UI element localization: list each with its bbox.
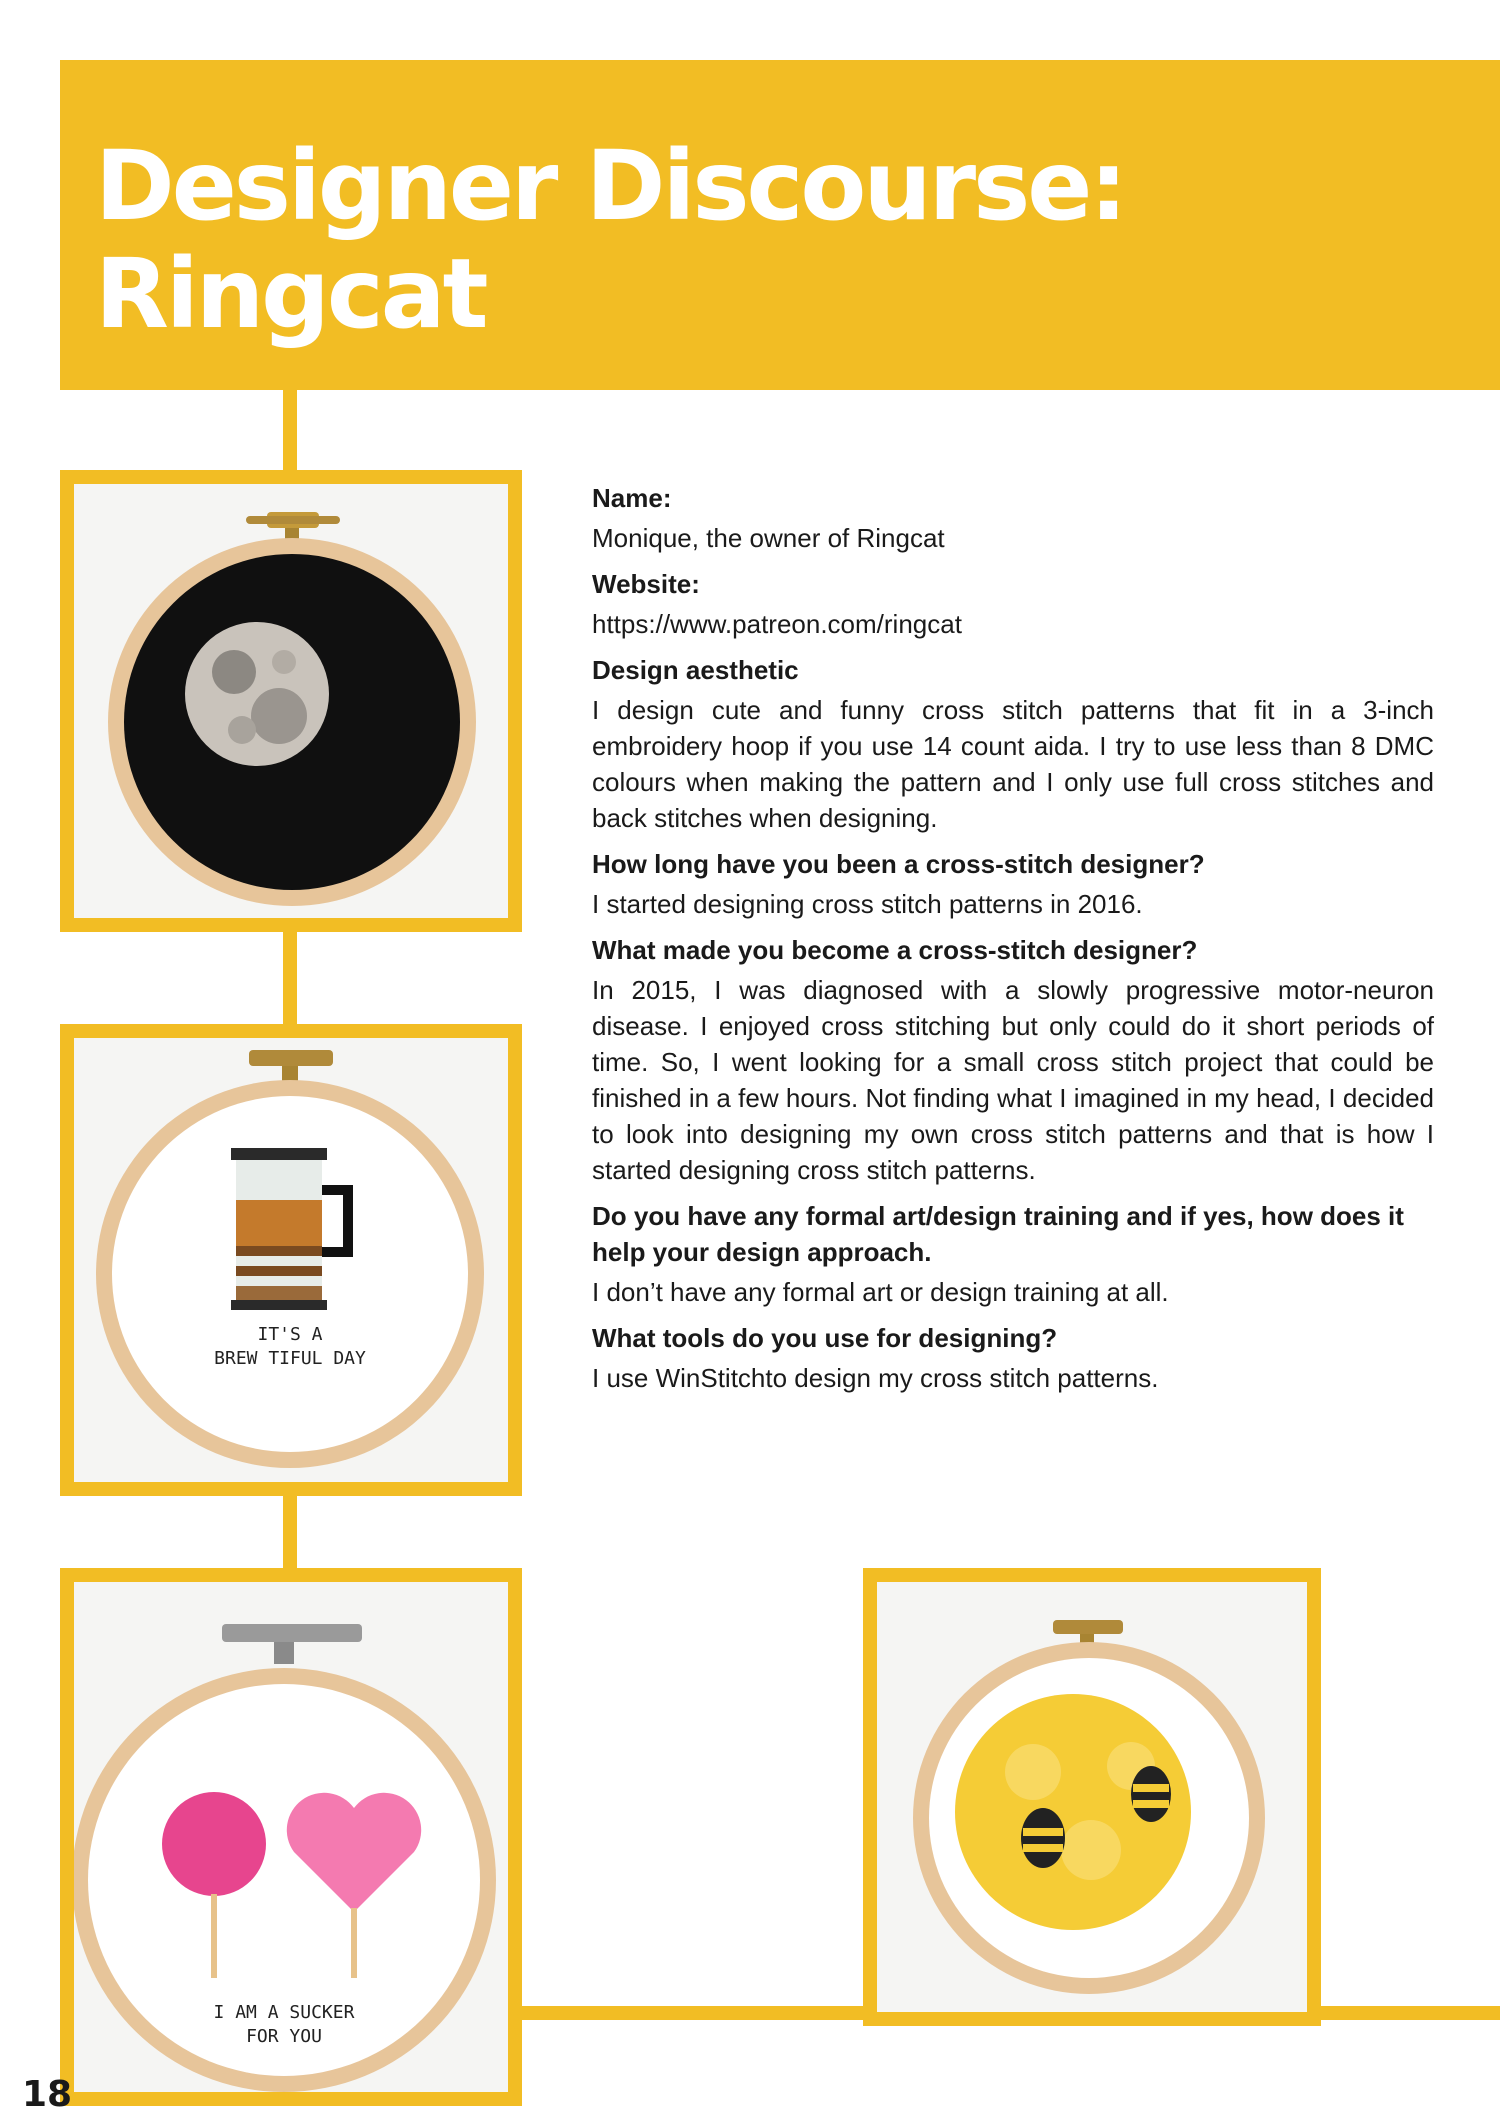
moon-hoop-image <box>74 484 508 918</box>
page-title <box>95 132 1125 348</box>
coffee-hoop-text-line-1: IT'S A <box>257 1324 323 1345</box>
moon-hoop-photo <box>60 470 522 932</box>
interview-answer: I don’t have any formal art or design training at all. <box>592 1277 1169 1307</box>
lollipop-hoop-image <box>74 1582 508 2092</box>
interview-question: Website: <box>592 569 700 599</box>
interview-question: What made you become a cross-stitch designer? <box>592 935 1198 965</box>
lollipop-hoop-text-line-2: FOR YOU <box>246 2026 322 2047</box>
coffee-hoop-image <box>74 1038 508 1482</box>
lollipop-hoop-photo <box>60 1568 522 2106</box>
interview-answer: I design cute and funny cross stitch patterns that fit in a 3-inch embroidery hoop if you use 14 count aida. I try to use less than 8 DMC colours when making the pattern and I only use full cross stitches and back stitches when designing. <box>592 695 1434 833</box>
interview-question: Do you have any formal art/design training and if yes, how does it help your design approach. <box>592 1201 1404 1267</box>
bees-hoop-photo <box>863 1568 1321 2026</box>
title-line-1: Designer Discourse: <box>95 130 1125 242</box>
interview-answer: I started designing cross stitch patterns in 2016. <box>592 889 1143 919</box>
interview-answer: I use WinStitchto design my cross stitch patterns. <box>592 1363 1159 1393</box>
interview-question: Name: <box>592 483 672 513</box>
interview-answer: Monique, the owner of Ringcat <box>592 523 945 553</box>
page-number: 18 <box>22 2074 73 2115</box>
lollipop-hoop-text-line-1: I AM A SUCKER <box>213 2002 355 2023</box>
interview-answer: https://www.patreon.com/ringcat <box>592 609 962 639</box>
interview-question: What tools do you use for designing? <box>592 1323 1058 1353</box>
coffee-hoop-text-line-2: BREW TIFUL DAY <box>214 1348 366 1369</box>
interview-question: How long have you been a cross-stitch designer? <box>592 849 1205 879</box>
coffee-hoop-photo <box>60 1024 522 1496</box>
interview-content <box>592 480 1434 1402</box>
interview-question: Design aesthetic <box>592 655 799 685</box>
interview-answer: In 2015, I was diagnosed with a slowly progressive motor-neuron disease. I enjoyed cross stitching but only could do it short periods of time. So, I went looking for a small cross stitch project that could be finished in a few hours. Not finding what I imagined in my head, I decided to look into designing my own cross stitch patterns and that is how I started designing cross stitch patterns. <box>592 975 1434 1185</box>
bees-hoop-image <box>877 1582 1307 2012</box>
title-line-2: Ringcat <box>95 238 486 350</box>
